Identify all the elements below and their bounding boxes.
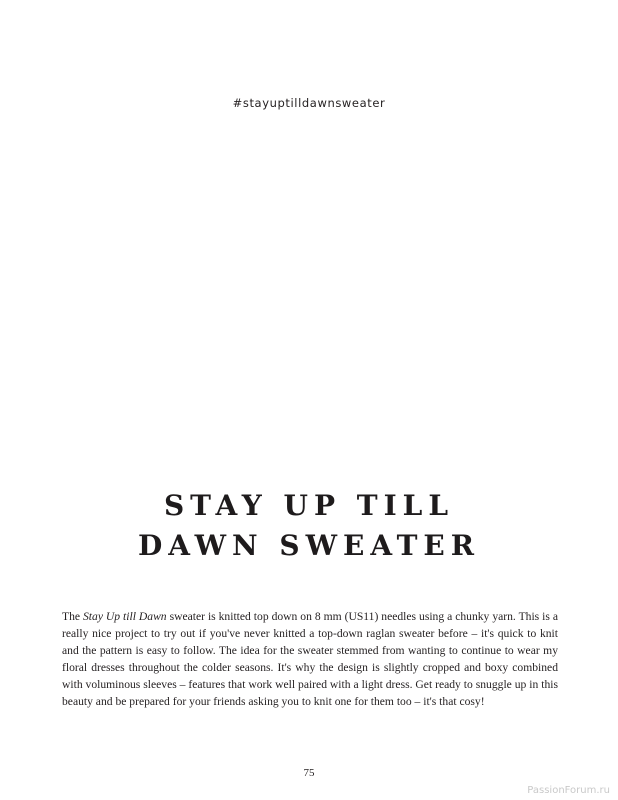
watermark: PassionForum.ru — [527, 785, 610, 796]
intro-prefix: The — [62, 610, 83, 623]
title-line-2: DAWN SWEATER — [137, 529, 481, 562]
hashtag: #stayuptilldawnsweater — [232, 96, 386, 110]
page-number: 75 — [303, 767, 315, 779]
intro-paragraph — [62, 608, 558, 710]
page-title — [0, 486, 618, 566]
intro-italic-title: Stay Up till Dawn — [83, 610, 167, 623]
intro-text: sweater is knitted top down on 8 mm (US11) needles using a chunky yarn. This is a really nice project to try out if you've never knitted a top-down raglan sweater before – it's quick to knit and the pattern is easy to follow. The idea for the sweater stemmed from wanting to continue to wear my floral dresses throughout the colder seasons. It's why the design is slightly cropped and boxy combined with voluminous sleeves – features that work well paired with a light dress. Get ready to snuggle up in this beauty and be prepared for your friends asking you to knit one for them too – it's that cosy! — [62, 610, 558, 708]
title-line-1: STAY UP TILL — [163, 489, 455, 522]
